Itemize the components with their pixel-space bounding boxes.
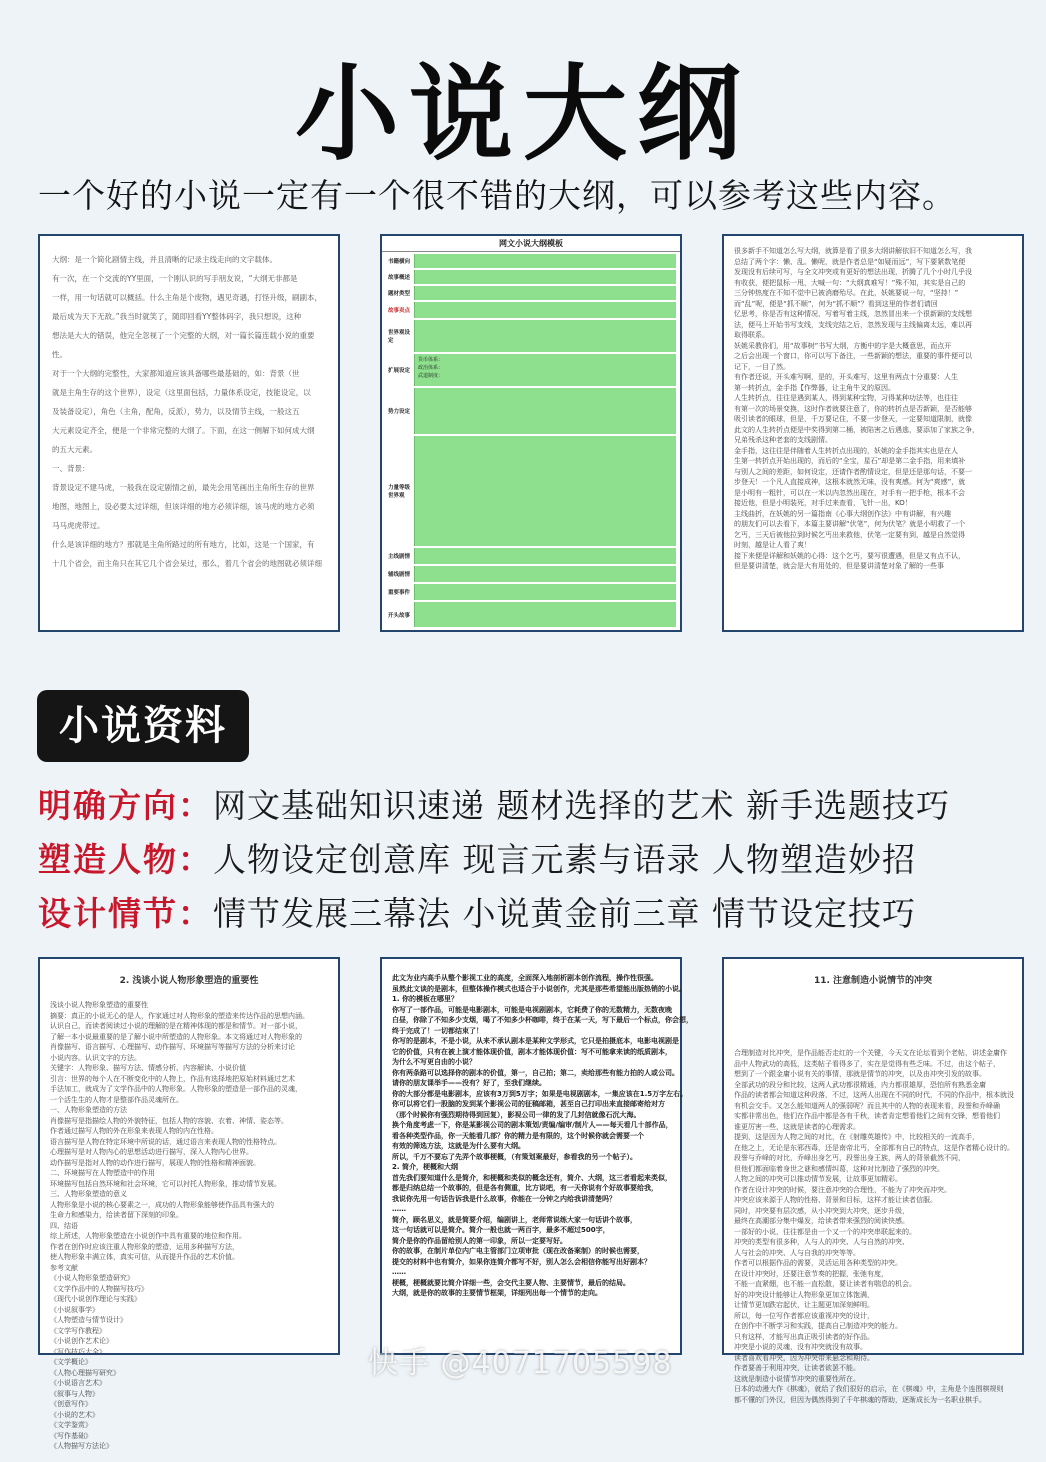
- doc-line: 作品的读者都会知道这种段落，不过，这两人出现在不同的时代，不同的作品中，根本就没: [734, 1091, 1014, 1099]
- doc-line: 《现代小说创作理论与实践》: [50, 1295, 141, 1303]
- sheet-row: [386, 548, 676, 565]
- sheet-row-cell: [414, 584, 676, 600]
- doc-line: 生第一转折点开始出现的，而后的“全宝，星石”却是第二金手指，用来填补: [734, 457, 966, 465]
- doc-line: 接近他，但是小明装死，对手过来查看，飞针一出，KO！: [734, 499, 912, 507]
- doc-line: 总结了两个字：懒、乱。懒呢，就是作者总是“如疑而远”，写下要紧数笔便: [734, 257, 966, 266]
- doc-line: 合理制造对比冲突，是作品能否走红的一个关键，今天文在论坛看到个老帖，讲述金庸作: [734, 1049, 1007, 1057]
- sheet-row-cell: [414, 566, 676, 582]
- sheet-row-cell: [414, 270, 676, 284]
- doc-line: 兄弟残杀这种老套的支线剧情。: [734, 436, 832, 444]
- page-subtitle: 一个好的小说一定有一个很不错的大纲，可以参考这些内容。: [38, 176, 956, 215]
- doc-line: 《小说创作艺术论》: [50, 1337, 113, 1345]
- doc-line: 《人物塑造与情节设计》: [50, 1316, 127, 1324]
- doc-line: 我说你先用一句话告诉我是什么故事，你能在一分钟之内给我讲清楚吗？: [392, 1194, 616, 1203]
- doc-line: 在设计冲突时，还要注意节奏的把握，张弛有度，: [734, 1269, 888, 1278]
- sheet-row-label: 力量等级世界观: [386, 436, 414, 546]
- doc-line: 忆思考，你是否有这种情况，写着写着主线，忽然冒出来一个很新颖的支线想: [734, 310, 972, 318]
- doc-line: ……: [392, 1205, 406, 1213]
- doc-line: 小说内容。认识文字的方法。: [50, 1053, 141, 1062]
- doc-line: 背景设定不建马虎，一般我在设定剧情之前，最先会用笔画出主角所生存的世界: [52, 483, 315, 492]
- doc-line: 但他们都面临着身世之谜和感情纠葛，这种对比制造了强烈的冲突。: [734, 1164, 944, 1173]
- doc-line: 《小说叙事学》: [50, 1305, 99, 1314]
- sheet-row-cell: [414, 320, 676, 352]
- sheet-row: [386, 254, 676, 269]
- doc-line: 《小说人物形象塑造研究》: [50, 1274, 134, 1282]
- feature-key: 明确方向：: [38, 786, 213, 825]
- doc-line: 大纲，就是你的故事的主要情节框架，详细列出每一个情节的走向。: [392, 1289, 602, 1297]
- doc-line: 《创意写作》: [50, 1400, 92, 1408]
- sheet-row-label: 势力设定: [386, 388, 414, 434]
- doc-line: 发现没有后续可写，与全文冲突或有更好的想法出现，折腾了几个小时几乎没: [734, 268, 972, 276]
- doc-line: 人物之间的冲突可以推动情节发展，让故事更加精彩。: [734, 1175, 902, 1183]
- sheet-row: [386, 320, 676, 353]
- doc-line: 步登天！一个凡人直接成神，这根本就然无味，没有爽感。何为“爽感”，就: [734, 478, 966, 486]
- sheet-heading: 网文小说大纲模板: [382, 236, 680, 252]
- sheet-row-label: 辅线剧情: [386, 566, 414, 582]
- doc-line: 换个角度考虑一下，你是某影视公司的剧本策划/责编/编审/制片人——每天看几十部作品，: [392, 1121, 673, 1129]
- sheet-row-label: 主线剧情: [386, 548, 414, 564]
- doc-line: 主线曲折，在妖姚的另一篇指南《心事大纲创作法》中有讲解，有兴趣: [734, 509, 951, 518]
- doc-line: 与别人之间的差距，如何设定，还请作者酌情设定，但是还是那句话，不要一: [734, 467, 972, 476]
- doc-line: 你的大部分都是电影剧本，应该有3万到5万字；如果是电视剧剧本，一集应该在1.5万字左右。: [392, 1089, 688, 1098]
- doc-line: 白昼，你除了不知多少支烟，喝了不知多少杯咖啡，终于在某一天，写下最后一个标点，你会想，: [392, 1016, 693, 1024]
- feature-value: 情节发展三幕法 小说黄金前三章 情节设定技巧: [213, 894, 916, 933]
- doc-line: 都是归纳总结一个故事的，但是各有侧重，比方说吧，有一天你说有个好故事要给我，: [392, 1184, 658, 1192]
- doc-line: 认识自己，而读者阅读过小说的理解的是在精神体现的都是和情节。对一部小说，: [50, 1022, 302, 1030]
- doc-line: 你的故事，在制片单位内广电主管部门立项审批（现在改备案制）的时候也需要，: [392, 1247, 644, 1255]
- doc-line: 很多新手不知道怎么写大纲，就算是看了很多大纲讲解依旧不知道怎么写，我: [734, 247, 972, 255]
- sheet-row-cell: [414, 602, 676, 627]
- doc-line: 摘要：真正的小说无心的是人，作家通过对人物形象的塑造来传达作品的思想内涵。: [50, 1011, 309, 1020]
- doc-line: 梗概，梗概就要比简介详细一些，会交代主要人物、主要情节，最后的结局。: [392, 1278, 630, 1287]
- sheet-row: [386, 602, 676, 628]
- outline-template-sheet: [380, 234, 682, 632]
- outline-tips-doc-preview: [722, 234, 1024, 632]
- watermark: 快手 @4071705598: [368, 1346, 673, 1381]
- sheet-row-label: 世界观设定: [386, 320, 414, 352]
- doc-line: 环境描写包括自然环境和社会环境，它可以衬托人物形象，推动情节发展。: [50, 1179, 281, 1188]
- doc-line: 看各种类型作品，你一天能看几部？你的精力是有限的，这个时候你就会需要一个: [392, 1131, 644, 1140]
- sheet-row-label: 故事卖点: [386, 302, 414, 318]
- doc-line: 有收获，便把鼠标一甩，大喊一句：“大纲真难写！”殊不知，其实是自己的: [734, 278, 966, 287]
- doc-line: 1. 你的模板在哪里？: [392, 995, 458, 1003]
- sheet-row-label: 开头故事: [386, 602, 414, 627]
- doc-line: 想法是大大的错误，他完全忽视了一个完整的大纲，对一篇长篇连载小说的重要: [52, 331, 315, 340]
- doc-line: （那个时候你有强烈期待得到回复），影视公司一律的发了几封信就像石沉大海。: [392, 1110, 641, 1119]
- doc-line: 提交的材料中也有简介，如果你连简介都写不好，别人怎么会相信你能写出好剧本？: [392, 1257, 651, 1266]
- doc-line: 这一句话就可以是简介。简介一般也就一两百字，最多不超过500字，: [392, 1226, 610, 1234]
- doc-line: 简介，顾名思义，就是简要介绍，编剧讲上，老师常说练大家一句话讲个故事，: [392, 1215, 637, 1224]
- sheet-row-label: 扩展设定: [386, 354, 414, 386]
- doc-line: 心理描写是对人物内心的思想活动进行描写，深入人物内心世界。: [50, 1148, 253, 1156]
- doc-line: 冲突应该来源于人物的性格、背景和目标，这样才能让读者信服。: [734, 1196, 937, 1204]
- doc-line: 2. 简介，梗概和大纲: [392, 1163, 458, 1171]
- doc-line: 但是要讲清楚，就会是大有用处的，但是要讲清楚对象了解的一些事: [734, 562, 944, 570]
- doc-line: 肖像描写、语言描写、心理描写、动作描写、环境描写等描写方法的分析来讨论: [50, 1043, 295, 1051]
- sheet-sub-item: 武道制度：: [418, 373, 444, 379]
- doc-line: 所以，每一位写作者都应该重视冲突的设计，: [734, 1311, 874, 1320]
- resource-feature-line: [38, 834, 916, 881]
- feature-value: 人物设定创意库 现言元素与语录 人物塑造妙招: [213, 840, 916, 879]
- doc-heading: 2. 浅谈小说人物形象塑造的重要性: [119, 976, 259, 986]
- doc-line: 动作描写是指对人物的动作进行描写，展现人物的性格和精神面貌。: [50, 1158, 260, 1167]
- doc-line: 读者喜欢看冲突，因为冲突带来悬念和期待。: [734, 1353, 874, 1362]
- doc-line: 而“乱”呢，便是“抓不顺”，何为“抓不顺”？看到这里的作者们请回: [734, 299, 938, 308]
- doc-line: 的朋友们可以去看下，本篇主要讲解“伏笔”，何为伏笔？就是小明救了一个: [734, 520, 966, 528]
- doc-line: 使人物形象丰满立体，真实可信，从而提升作品的艺术价值。: [50, 1253, 239, 1261]
- doc-line: ……: [392, 1268, 406, 1276]
- doc-line: 一个活生生的人物才是整部作品灵魂所在。: [50, 1095, 183, 1104]
- doc-line: 妖姚采教你们，用“故事树”书写大纲，方衡中的字是大概意思，而点开: [734, 341, 952, 350]
- doc-line: 只有这样，才能写出真正吸引读者的好作品。: [734, 1332, 874, 1341]
- doc-line: 《文学写作教程》: [50, 1326, 106, 1335]
- doc-line: 接下来便是详解和妖姚的心得：这个乞丐，要写很遭遇，但是又有点不认，: [734, 551, 965, 560]
- doc-line: 大元素设定齐全，便是一个非常完整的大纲了。下面，在这一侧解下如何成大纲: [52, 426, 315, 435]
- doc-line: 提到，这是因为人物之间的对比，在《射雕英雄传》中，比较相关的一流高手，: [734, 1133, 979, 1141]
- doc-line: 《小说语言艺术》: [50, 1379, 106, 1387]
- doc-line: 在创作中不断学习和实践，提高自己制造冲突的能力。: [734, 1322, 902, 1330]
- doc-line: 手法加工，就成为了文学作品中的人物形象。人物形象的塑造是一部作品的灵魂，: [50, 1085, 302, 1093]
- doc-heading: 11. 注意制造小说情节的冲突: [813, 976, 933, 986]
- doc-line: 的五大元素。: [52, 445, 97, 454]
- resource-feature-line: [38, 780, 950, 827]
- sheet-row-label: 重要事件: [386, 584, 414, 600]
- doc-line: 一、人物形象塑造的方法: [50, 1106, 127, 1114]
- doc-line: 人物形象是小说的核心要素之一，成功的人物形象能够使作品具有强大的: [50, 1200, 274, 1209]
- resource-feature-line: [38, 888, 916, 935]
- sheet-row-cell: [414, 286, 676, 300]
- sheet-sub-item: 货币体系：: [418, 357, 444, 363]
- doc-line: 及装备设定），角色（主角，配角，反派），势力，以及情节主线，一般这五: [52, 407, 300, 416]
- doc-line: 十几个省会，而主角只在其它几个省会呆过，那么，着几个省会的地图就必须详细: [52, 559, 322, 568]
- doc-line: 《叙事与人物》: [50, 1389, 99, 1398]
- doc-line: 同时，冲突要有层次感，从小冲突到大冲突，逐步升级，: [734, 1206, 909, 1215]
- feature-key: 设计情节：: [38, 894, 213, 933]
- doc-line: 首先我们要知道什么是简介，和梗概和类似的概念还有，简介、大纲，这三者看起来类似，: [392, 1173, 672, 1182]
- doc-line: 这就是制造小说情节冲突的重要性所在。: [734, 1374, 860, 1383]
- doc-line: 作者在创作时应该注重人物形象的塑造，运用多种描写方法，: [50, 1242, 239, 1251]
- doc-line: 段誉与乔峰的对比，乔峰出身乞丐，段誉出身王族，两人的背景截然不同，: [734, 1154, 965, 1162]
- doc-line: 不能一直紧绷，也不能一直松散，要让读者有喘息的机会。: [734, 1280, 916, 1288]
- doc-line: 实都非常出色，他们在作品中都是各有千秋，读者肯定想看他们之间有交锋，想看他们: [734, 1112, 1000, 1120]
- doc-line: 就是主角生存的这个世界），设定（这里面包括，力量体系设定，技能设定，以: [52, 388, 311, 397]
- sheet-row: [386, 436, 676, 547]
- doc-line: 时刻，越是让人看了爽！: [734, 541, 811, 549]
- doc-line: 简介是你的作品留给别人的第一印象，所以一定要写好。: [392, 1236, 567, 1245]
- section-tag: 小说资料: [37, 690, 249, 762]
- sheet-sub-item: 政治体系：: [418, 365, 444, 371]
- screenplay-doc-preview: [380, 957, 693, 1355]
- doc-line: 好的冲突设计能够让人物形象更加立体饱满，: [734, 1290, 874, 1299]
- sheet-row: [386, 354, 676, 387]
- doc-line: 一部好的小说，往往都是由一个又一个的冲突串联起来的。: [734, 1227, 916, 1236]
- doc-line: 生命力和感染力，给读者留下深刻的印象。: [50, 1211, 183, 1219]
- doc-line: 作者在设计冲突的时候，要注意冲突的合理性，不能为了冲突而冲突。: [734, 1185, 951, 1194]
- doc-line: 此文的人生转折点便是中奖得到第二桶，被陷害之后遇逃，要添加了家族之争，: [734, 425, 979, 434]
- doc-line: 金手指，这往往是伴随着人生转折点出现的，妖姚的金手指其实也是在人: [734, 446, 958, 455]
- doc-line: 你有两条路可以选择你的剧本的价值，第一，自己拍；第二，卖给那些有能力拍的人或公司。: [392, 1068, 679, 1077]
- outline-doc-preview: [38, 234, 340, 632]
- doc-line: 让情节更加跌宕起伏，让主题更加深刻鲜明。: [734, 1301, 874, 1309]
- doc-line: 是小明有一粗针，可以在一米以内忽然出现在，对手有一把手枪，根本不会: [734, 488, 965, 497]
- sheet-row-cell: [414, 354, 676, 386]
- doc-line: 作者要善于利用冲突，让读者欲罢不能。: [734, 1364, 860, 1372]
- doc-line: 所以，千万不要忘了先弄个故事梗概，（有策划案最好，参看我的另一个帖子）。: [392, 1152, 637, 1161]
- doc-line: 《小说的艺术》: [50, 1410, 99, 1419]
- doc-line: 都不懂的门外汉，但因为偶然得到了千年棋魂的帮助，逐渐成长为一名职业棋手。: [734, 1395, 986, 1404]
- sheet-row-cell: [414, 302, 676, 318]
- doc-line: 作者可以根据作品的需要，灵活运用各种类型的冲突。: [734, 1259, 902, 1267]
- doc-line: 乞丐，三天后被他拉到时候乞丐出来救他，伏笔一定要有到，越是自然觉得: [734, 530, 965, 539]
- sheet-row-cell: [414, 548, 676, 564]
- sheet-row: [386, 388, 676, 435]
- doc-line: 性。: [52, 350, 67, 359]
- doc-line: 全部武功的段分和比较，这两人武功都很精通，内力都很雄厚，恐怕所有熟悉金庸: [734, 1080, 986, 1089]
- sheet-row: [386, 584, 676, 601]
- doc-line: 有机会交手。又怎么能知道两人的强弱呢？而且其中的人物的表现来看，段誉和乔峰确: [734, 1101, 1000, 1110]
- doc-line: 冲突的类型有很多种，人与人的冲突、人与自然的冲突、: [734, 1238, 909, 1246]
- doc-line: 在他之上，无论是东邪西毒，还是南帝北丐，全部都有自己的特点，这是作者精心设计的。: [734, 1143, 1014, 1152]
- doc-line: 什么是该详细的地方？那就是主角所路过的所有地方，比如，这是一个国家，有: [52, 540, 315, 549]
- doc-line: 《写作基础》: [50, 1431, 92, 1440]
- doc-line: 一、背景：: [52, 464, 90, 473]
- doc-line: 《文学作品中的人物描写技巧》: [50, 1284, 148, 1293]
- sheet-row-cell: [414, 436, 676, 546]
- doc-line: 《写作技巧大全》: [50, 1347, 106, 1356]
- doc-line: 它的价值，只有在被上演才能体现价值，剧本才能体现价值：写不可能拿来读的纸质剧本，: [392, 1047, 672, 1056]
- sheet-row-label: 书籍横向: [386, 254, 414, 268]
- doc-line: 浅谈小说人物形象塑造的重要性: [50, 1001, 148, 1009]
- doc-line: 四、结语: [50, 1221, 78, 1230]
- doc-line: 记下，一目了然。: [734, 362, 790, 371]
- doc-line: 《人物描写方法论》: [50, 1442, 113, 1450]
- doc-line: 有效的筛选方法，这就是为什么要有大纲。: [392, 1142, 525, 1150]
- doc-line: 参考文献: [50, 1263, 78, 1272]
- sheet-row-label: 故事概述: [386, 270, 414, 284]
- page-title: 小说大纲: [294, 53, 751, 175]
- doc-line: 综上所述，人物形象塑造在小说创作中具有重要的地位和作用。: [50, 1232, 246, 1240]
- doc-line: 你可以将它们一股脑的发到某个影视公司的征稿邮箱，甚至自己打印出来直接邮寄给对方: [392, 1100, 665, 1108]
- sheet-row-label: 题材类型: [386, 286, 414, 300]
- doc-line: 最后成为天下无敌。”我当时就笑了，随即回看YY整体码字，我只想说，这种: [52, 312, 302, 321]
- doc-line: 对于一个大纲的完整性，大家都知道应该具备哪些最基础的，如：背景（世: [52, 369, 300, 378]
- doc-line: 最终在高潮部分集中爆发，给读者带来强烈的阅读快感。: [734, 1217, 909, 1225]
- doc-line: 你写了一部作品，可能是电影剧本，可能是电视剧剧本，它耗费了你的无数精力，无数夜晚: [392, 1005, 672, 1014]
- doc-line: 吸引读者的眼球，但是，千万要记住，不要一步登天，一定要知道限制，就像: [734, 415, 972, 423]
- feature-key: 塑造人物：: [38, 840, 213, 879]
- sheet-row: [386, 270, 676, 285]
- doc-line: 取得联系。: [734, 331, 769, 339]
- doc-line: 为什么不写更自由的小说？: [392, 1058, 476, 1066]
- doc-line: 虽然此文谈的是剧本，但整体操作模式也适合于小说创作，尤其是那些希望能出版热销的小说。: [392, 984, 686, 993]
- plot-conflict-doc-preview: [722, 957, 1024, 1404]
- sheet-row: [386, 566, 676, 583]
- doc-line: 《人物心理描写研究》: [50, 1368, 120, 1377]
- sheet-row-cell: [414, 388, 676, 434]
- doc-line: 此文为业内高手从整个影视工业的高度，全面深入地剖析剧本创作流程，操作性很强。: [392, 974, 658, 982]
- doc-line: 终于完成了！一切都结束了！: [392, 1026, 483, 1035]
- doc-line: 有作者还说，开头难写啊，是的，开头难写，这里有两点十分重要：人生: [734, 373, 958, 381]
- doc-line: 三分钟热度在不知不觉中已被消磨殆尽。在此，妖姚要说一句，“坚持！”: [734, 289, 959, 297]
- doc-line: 关键字：人物形象、描写方法、情感分析、内容解读、小说价值: [50, 1064, 246, 1072]
- doc-line: 肖像描写是指描绘人物的外貌特征，包括人物的容貌、衣着、神情、姿态等。: [50, 1116, 288, 1125]
- character-doc-preview: [38, 957, 340, 1450]
- doc-line: 地图，地图上，设必要太过详细，但该详细的地方必须详细，该马虎的地方必须: [52, 502, 315, 511]
- doc-line: 语言描写是人物在特定环境中所说的话，通过语言来表现人物的性格特点。: [50, 1137, 281, 1146]
- doc-line: 引言：世界的每个人在不断变化中的人物上，作品有选择地把原始材料通过艺术: [50, 1074, 295, 1083]
- doc-line: 第一转折点，金手指【作弊器，让主角牛叉的原因。: [734, 383, 895, 392]
- doc-line: 一样，用一句话就可以概括。什么主角是个废物，遇见奇遇，打怪升级，刷副本，: [52, 293, 322, 302]
- doc-line: 法，便马上开始书写支线，支线完结之后，忽然发现与主线偏离太远，难以再: [734, 320, 972, 329]
- doc-line: 之后会出现一个窗口，你可以写下备注，一些新颖的想法，重要的事件便可以: [734, 352, 972, 360]
- doc-line: 二、环境描写在人物塑造中的作用: [50, 1169, 155, 1177]
- feature-value: 网文基础知识速递 题材选择的艺术 新手选题技巧: [213, 786, 950, 825]
- doc-line: 有第一次的场景变换，这时作者就要注意了，你的转折点是否新颖，是否能够: [734, 404, 972, 413]
- doc-line: 三、人物形象塑造的意义: [50, 1190, 127, 1198]
- doc-line: 谁更厉害一些，这就是读者的心理需求。: [734, 1122, 860, 1131]
- sheet-row-cell: [414, 254, 676, 268]
- doc-line: 品中人物武功的高低，这类帖子看得多了，实在是觉得有些乏味。不过，由这个帖子，: [734, 1059, 1000, 1068]
- doc-line: 作者通过描写人物的外在形象来表现人物的内在性格。: [50, 1127, 218, 1135]
- doc-line: 大纲：是一个简化剧情主线，并且清晰的记录主线走向的文字载体。: [52, 255, 277, 264]
- doc-line: 你写的是剧本，不是小说，从来不承认剧本是某种文学形式，它只是拍摄底本，电影电视剧是: [392, 1037, 679, 1045]
- doc-line: 请你的朋友课举手——没有？好了，至我们继续。: [392, 1079, 546, 1087]
- doc-line: 想到了一个跟金庸小说有关的事情，那就是情节的冲突，以及由冲突引发的故事。: [734, 1070, 986, 1078]
- sheet-row: [386, 302, 676, 319]
- doc-line: 《文学鉴赏》: [50, 1421, 92, 1429]
- doc-line: 日本的动漫大作《棋魂》，就给了我们很好的启示，在《棋魂》中，主角是个连围棋规则: [734, 1385, 1004, 1393]
- doc-line: 《文学概论》: [50, 1358, 92, 1366]
- doc-line: 马马虎虎带过。: [52, 521, 105, 530]
- sheet-row: [386, 286, 676, 301]
- doc-line: 人与社会的冲突、人与自我的冲突等等。: [734, 1248, 860, 1257]
- doc-line: 人生转折点，往往是遇到某人，得到某种宝物，习得某种功法等，也往往: [734, 394, 958, 402]
- doc-line: 有一次，在一个交流的YY里面，一个刚认识的写手朋友说，“大纲无非都是: [52, 274, 298, 283]
- doc-line: 了解一本小说最重要的是了解小说中所塑造的人物形象。本文将通过对人物形象的: [50, 1032, 302, 1041]
- doc-line: 冲突是小说的灵魂，没有冲突就没有故事。: [734, 1343, 867, 1351]
